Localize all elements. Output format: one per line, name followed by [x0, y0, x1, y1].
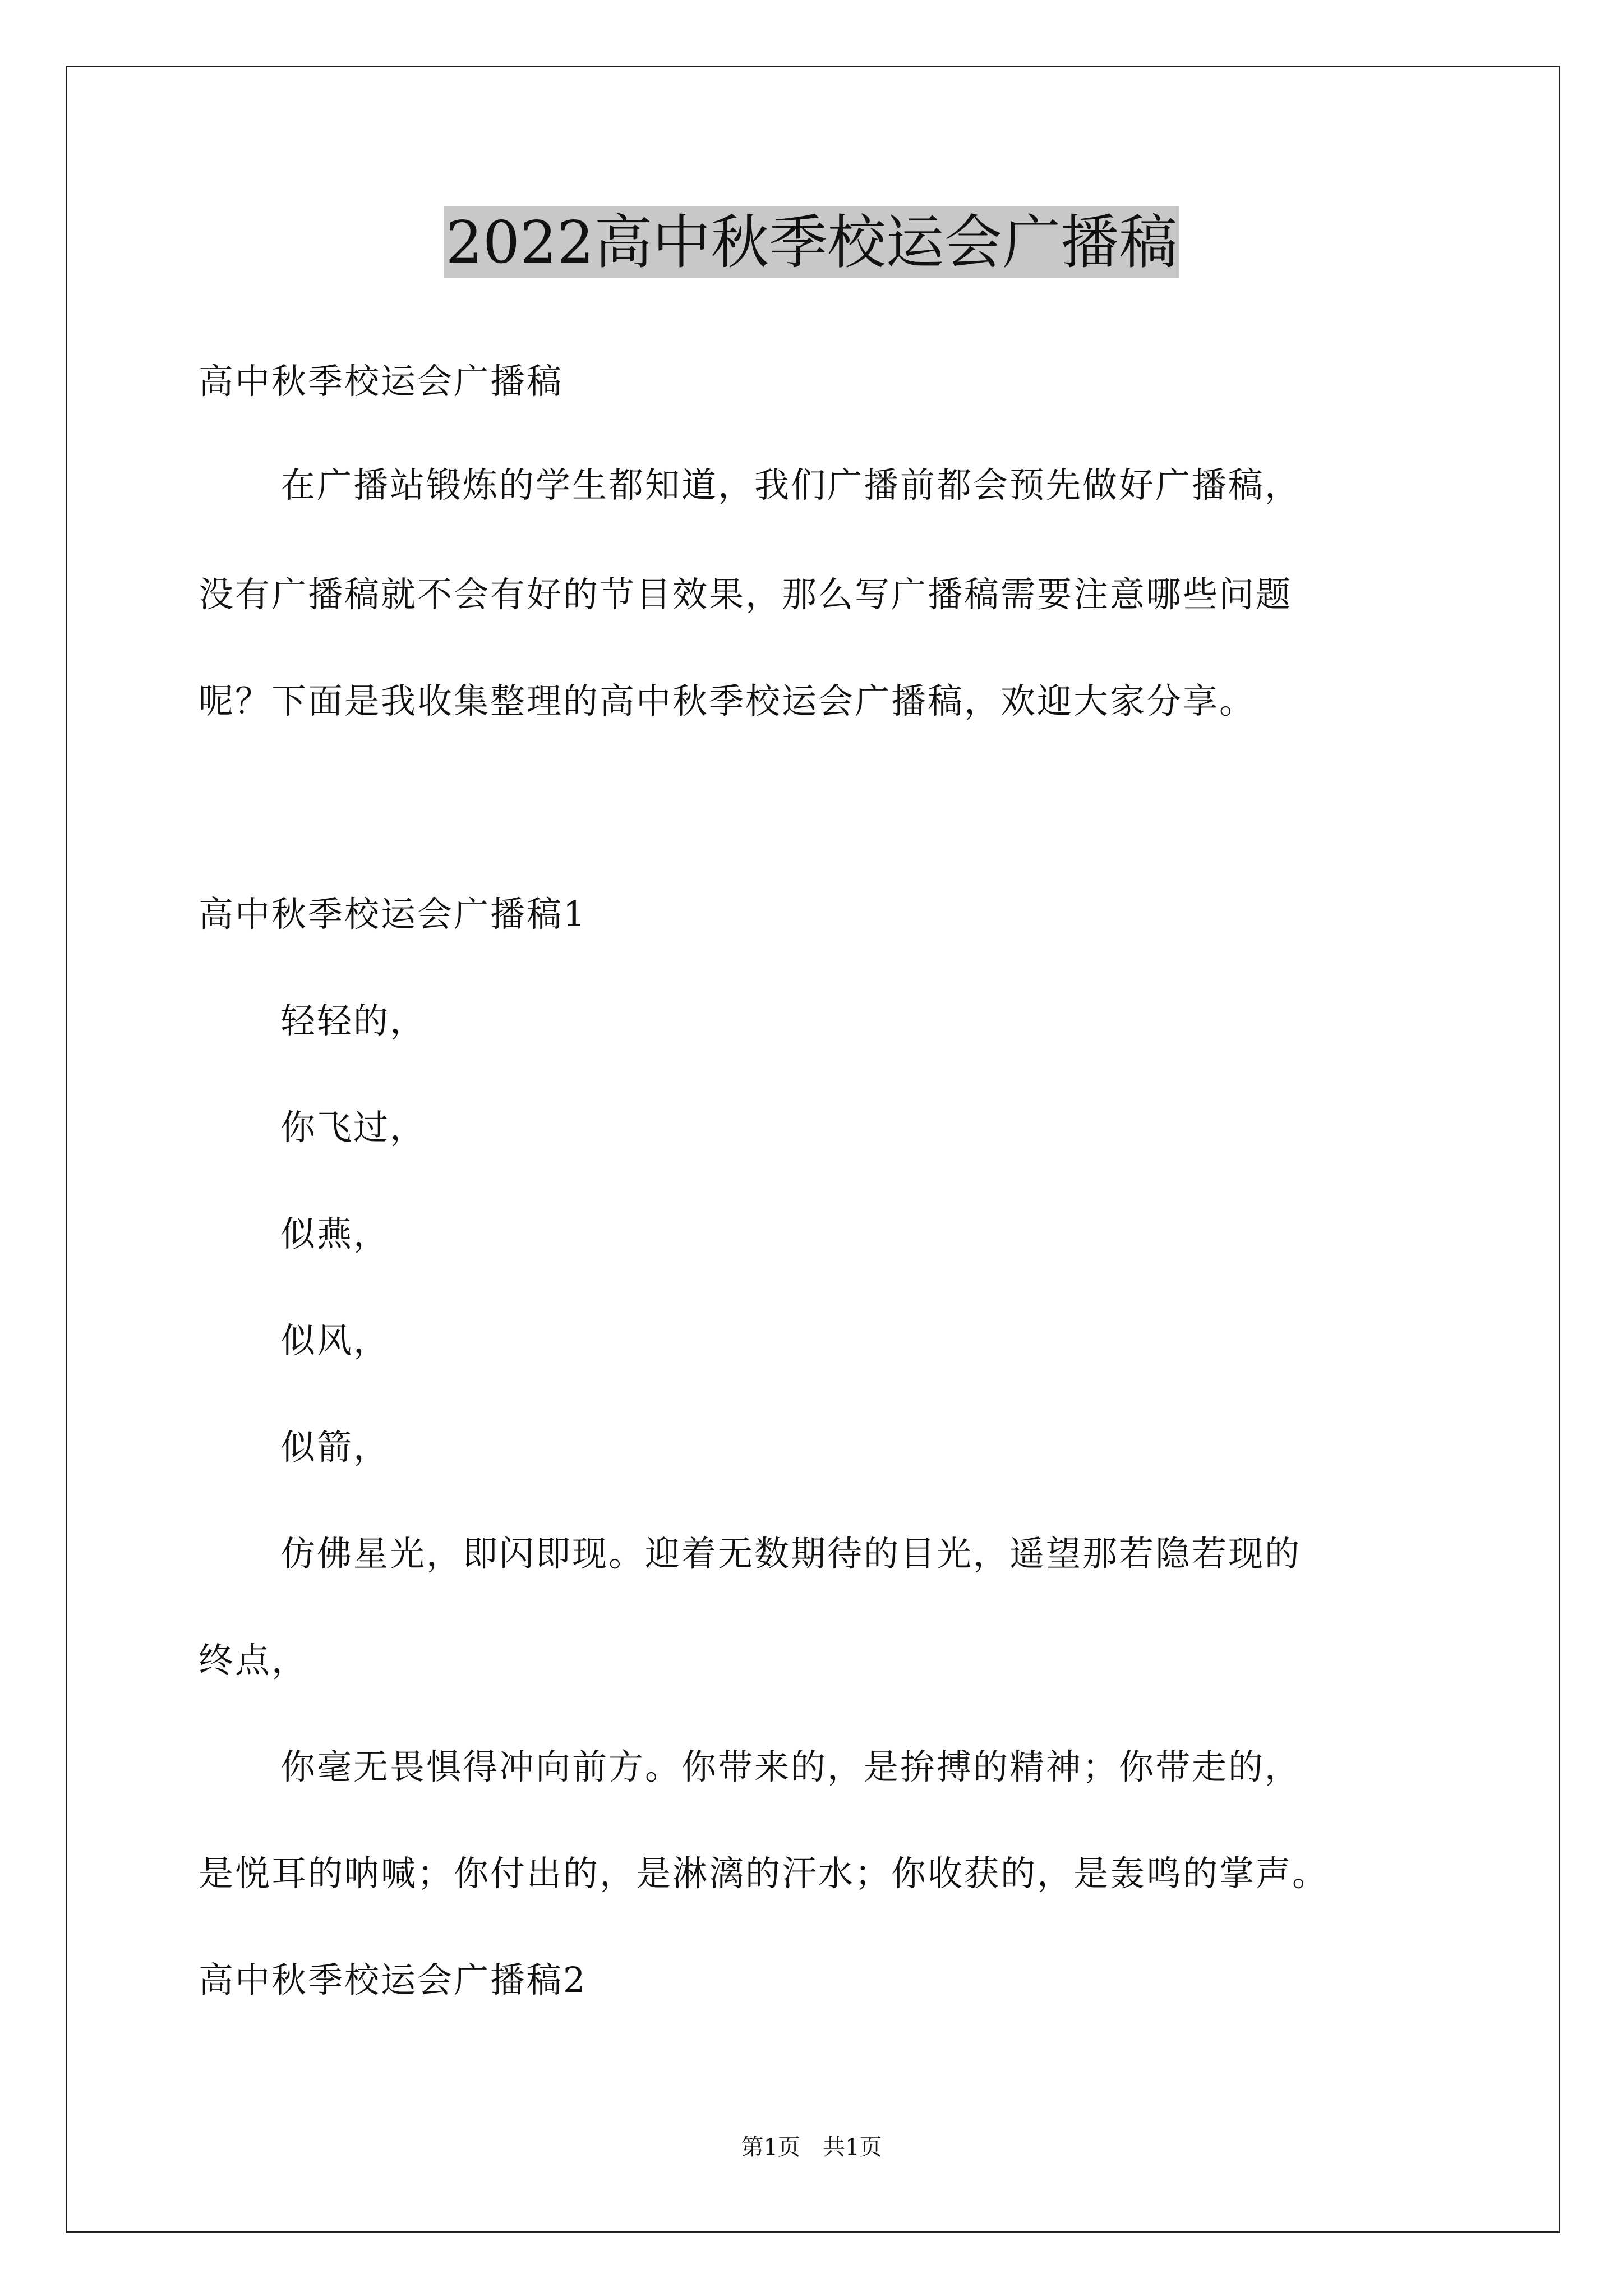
intro-heading: 高中秋季校运会广播稿: [199, 361, 564, 402]
paragraph-line: 是悦耳的呐喊；你付出的，是淋漓的汗水；你收获的，是轰鸣的掌声。: [199, 1853, 1329, 1894]
paragraph-line: 你毫无畏惧得冲向前方。你带来的，是拚搏的精神；你带走的，: [280, 1746, 1302, 1787]
page-footer: 第1页 共1页: [741, 2134, 882, 2160]
paragraph-line: 呢？下面是我收集整理的高中秋季校运会广播稿，欢迎大家分享。: [199, 680, 1256, 721]
section-heading-1: 高中秋季校运会广播稿1: [199, 894, 587, 935]
poem-line: 似风，: [280, 1320, 390, 1361]
paragraph-line: 没有广播稿就不会有好的节目效果，那么写广播稿需要注意哪些问题: [199, 574, 1293, 615]
poem-line: 你飞过，: [280, 1107, 427, 1148]
document-title: 2022高中秋季校运会广播稿: [444, 206, 1180, 278]
title-container: [0, 206, 1623, 278]
paragraph-line: 终点，: [199, 1640, 308, 1681]
poem-line: 似燕，: [280, 1213, 390, 1254]
section-heading-2: 高中秋季校运会广播稿2: [199, 1959, 587, 2000]
paragraph-line: 仿佛星光，即闪即现。迎着无数期待的目光，遥望那若隐若现的: [280, 1533, 1302, 1574]
poem-line: 似箭，: [280, 1427, 390, 1467]
poem-line: 轻轻的，: [280, 1000, 427, 1041]
paragraph-line: 在广播站锻炼的学生都知道，我们广播前都会预先做好广播稿，: [280, 464, 1302, 505]
